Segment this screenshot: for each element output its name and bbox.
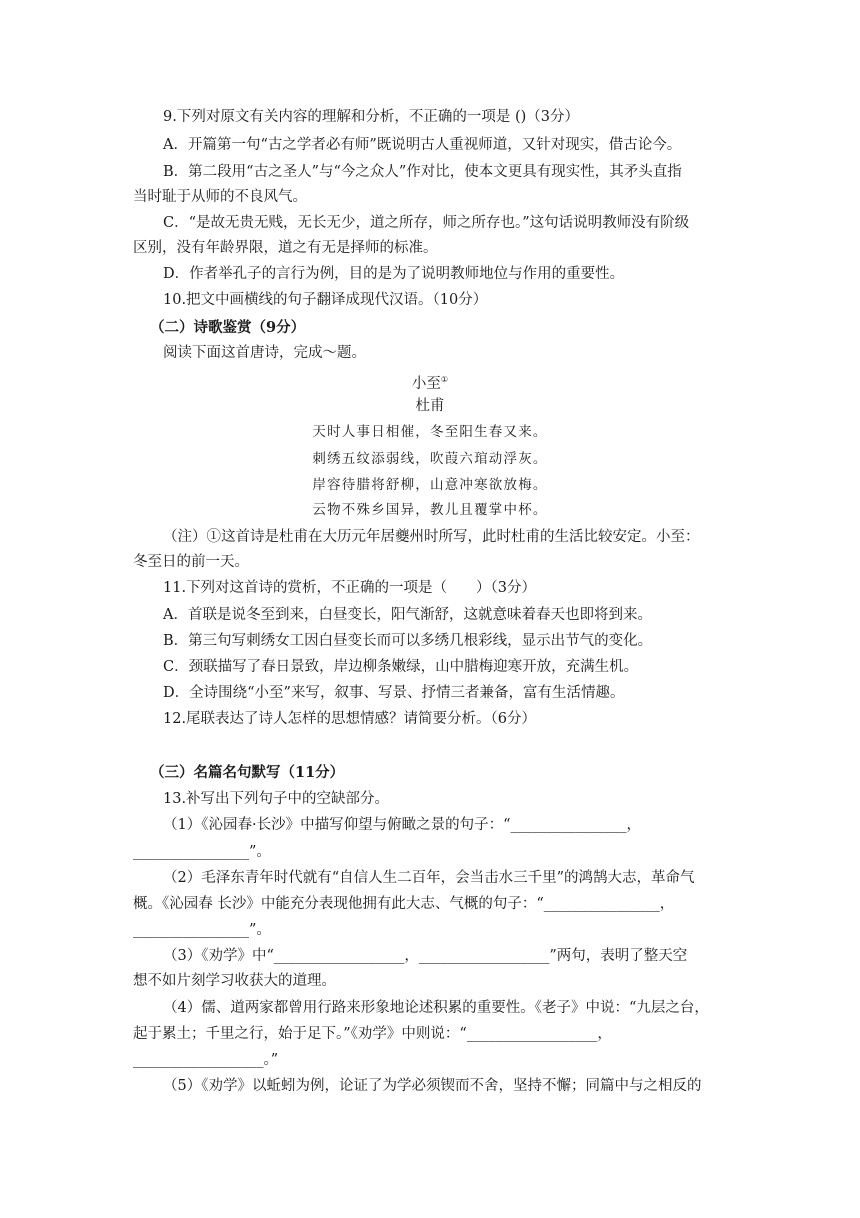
q13-item4-line2: 起于累土；千里之行，始于足下。”《劝学》中则说：“__________________， (133, 1026, 612, 1042)
poem-line: 岸容待腊将舒柳，山意冲寒欲放梅。 (312, 477, 548, 493)
poem-title-text: 小至 (411, 375, 441, 392)
q9-option-a: A．开篇第一句“古之学者必有师”既说明古人重视师道，又针对现实，借古论今。 (163, 137, 682, 153)
section2-heading: （二）诗歌鉴赏（9分） (150, 319, 306, 336)
q13-stem: 13.补写出下列句子中的空缺部分。 (163, 791, 390, 807)
q13-item4-line1: （4）儒、道两家都曾用行路来形象地论述积累的重要性。《老子》中说：“九层之台， (163, 1000, 709, 1016)
q10-stem: 10.把文中画横线的句子翻译成现代汉语。（10分） (163, 292, 488, 308)
q9-option-c-line2: 区别，没有年龄界限，道之有无是择师的标准。 (133, 240, 438, 256)
poem-author: 杜甫 (415, 398, 445, 414)
poem-line: 天时人事日相催，冬至阳生春又来。 (312, 424, 548, 440)
q9-option-c-line1: C．“是故无贵无贱，无长无少，道之所存，师之所存也。”这句话说明教师没有阶级 (163, 215, 690, 231)
q12-stem: 12.尾联表达了诗人怎样的思想情感？请简要分析。（6分） (163, 711, 537, 727)
q9-option-b-line1: B．第二段用“古之圣人”与“今之众人”作对比，使本文更具有现实性，其矛头直指 (163, 164, 682, 180)
q11-option-a: A．首联是说冬至到来，白昼变长，阳气渐舒，这就意味着春天也即将到来。 (163, 607, 652, 623)
q11-option-b: B．第三句写刺绣女工因白昼变长而可以多绣几根彩线，显示出节气的变化。 (163, 633, 653, 649)
q13-item2-line1: （2）毛泽东青年时代就有“自信人生二百年，会当击水三千里”的鸿鹄大志，革命气 (163, 870, 695, 886)
q9-option-b-line2: 当时耻于从师的不良风气。 (133, 189, 307, 205)
q11-option-c: C．颈联描写了春日景致，岸边柳条嫩绿，山中腊梅迎寒开放，充满生机。 (163, 659, 639, 675)
q13-item2-line2: 概。《沁园春 长沙》中能充分表现他拥有此大志、气概的句子：“________________， (133, 896, 675, 912)
poem-title-footnote-mark: ① (440, 375, 449, 384)
q9-option-d: D．作者举孔子的言行为例，目的是为了说明教师地位与作用的重要性。 (163, 266, 625, 282)
q13-item2-line3: ________________”。 (133, 922, 271, 938)
q9-stem: 9.下列对原文有关内容的理解和分析，不正确的一项是 ()（3分） (163, 109, 579, 125)
poem-note-line2: 冬至日的前一天。 (133, 554, 249, 570)
q11-option-d: D．全诗围绕“小至”来写，叙事、写景、抒情三者兼备，富有生活情趣。 (163, 685, 625, 701)
poem-intro: 阅读下面这首唐诗，完成～题。 (163, 345, 366, 361)
q11-stem: 11.下列对这首诗的赏析，不正确的一项是（ ）（3分） (163, 580, 537, 596)
q13-item1-line2: ________________”。 (133, 844, 271, 860)
poem-title (0, 370, 860, 394)
q13-item1-line1: （1）《沁园春·长沙》中描写仰望与俯瞰之景的句子：“________________， (163, 817, 641, 833)
q13-item5-line1: （5）《劝学》以蚯蚓为例，论证了为学必须锲而不舍，坚持不懈；同篇中与之相反的 (163, 1078, 702, 1094)
poem-line: 云物不殊乡国异，教儿且覆掌中杯。 (312, 502, 548, 518)
q13-item3-line2: 想不如片刻学习收获大的道理。 (133, 973, 336, 989)
q13-item4-line3: __________________。” (133, 1052, 279, 1068)
poem-line: 刺绣五纹添弱线，吹葭六琯动浮灰。 (312, 451, 548, 467)
poem-note-line1: （注）①这首诗是杜甫在大历元年居夔州时所写，此时杜甫的生活比较安定。小至： (163, 529, 700, 545)
q13-item3-line1: （3）《劝学》中“__________________，__________________”两句，表明了整天空 (163, 948, 688, 964)
section3-heading: （三）名篇名句默写（11分） (150, 764, 345, 781)
